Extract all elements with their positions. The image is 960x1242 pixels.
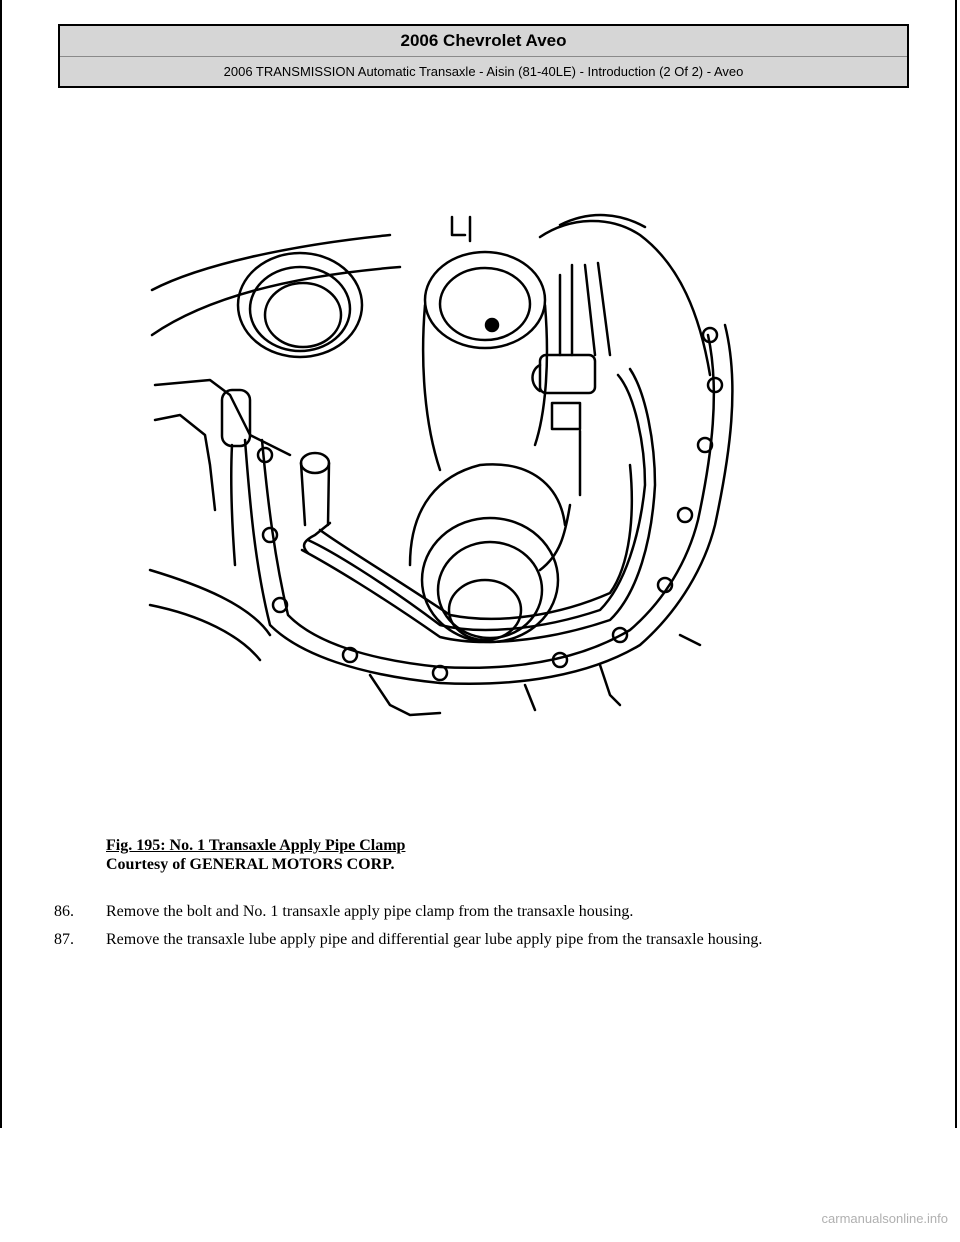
figure-caption (106, 836, 405, 874)
step-text: Remove the transaxle lube apply pipe and differential gear lube apply pipe from the transaxle housing. (106, 931, 763, 948)
procedure-steps (54, 902, 762, 958)
figure-credit: Courtesy of GENERAL MOTORS CORP. (106, 856, 395, 873)
step-text: Remove the bolt and No. 1 transaxle apply pipe clamp from the transaxle housing. (106, 903, 634, 920)
list-item (54, 930, 762, 950)
step-number: 86. (54, 903, 74, 920)
list-item (54, 902, 762, 922)
figure-title: Fig. 195: No. 1 Transaxle Apply Pipe Clamp (106, 837, 406, 854)
step-number: 87. (54, 931, 74, 948)
transaxle-housing-illustration (140, 205, 760, 835)
watermark: carmanualsonline.info (821, 1211, 948, 1226)
document-header (58, 24, 909, 88)
header-title: 2006 Chevrolet Aveo (60, 26, 907, 57)
header-subtitle: 2006 TRANSMISSION Automatic Transaxle - Aisin (81-40LE) - Introduction (2 Of 2) - Aveo (223, 64, 744, 79)
